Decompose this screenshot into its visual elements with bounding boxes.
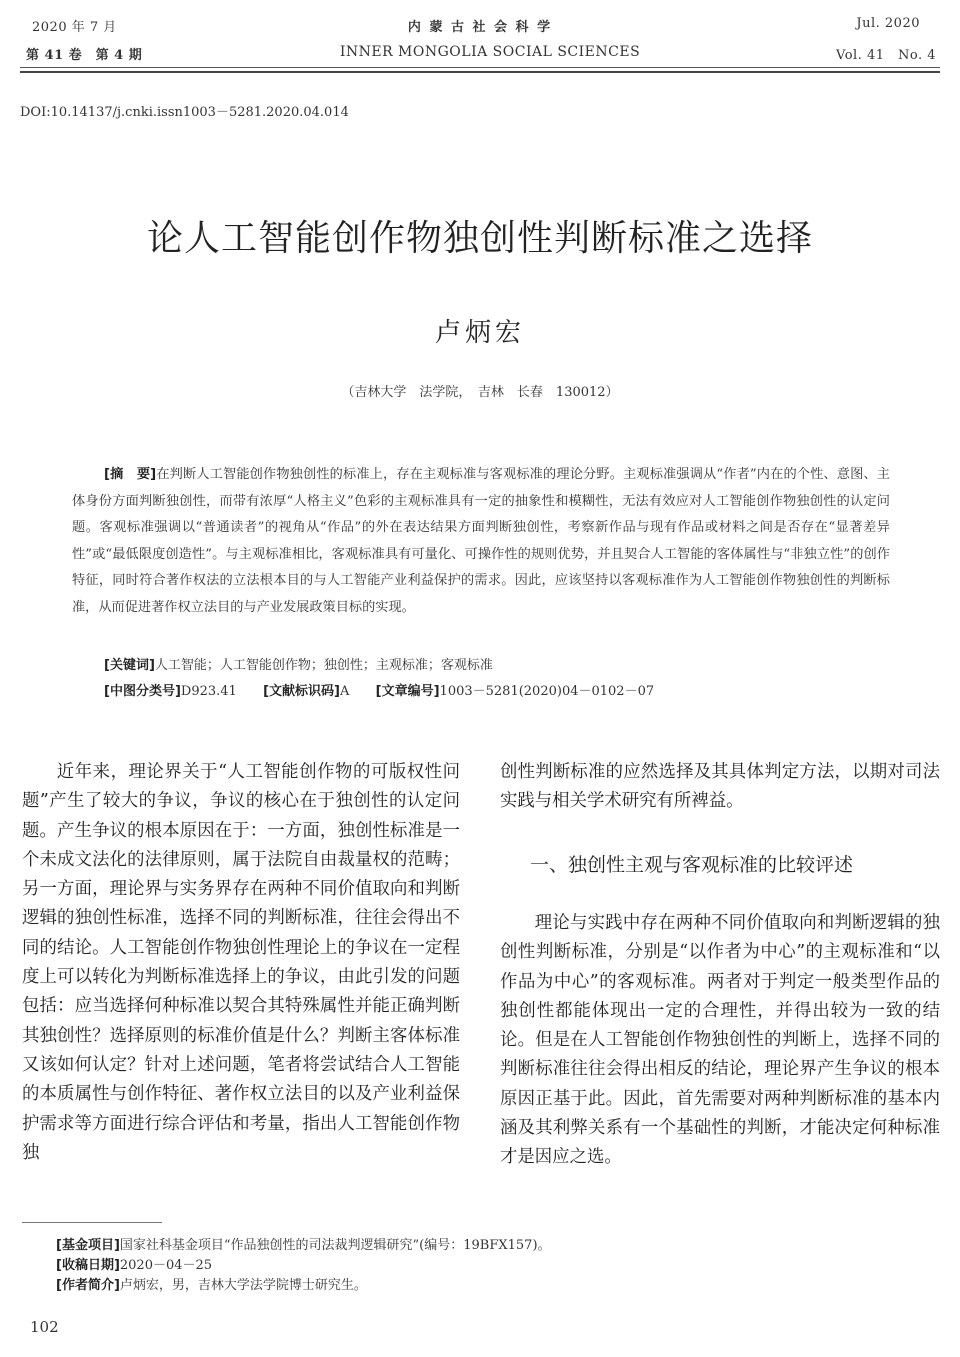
fund-text: 国家社科基金项目“作品独创性的司法裁判逻辑研究”(编号：19BFX157)。 [119, 1238, 551, 1253]
footnote-received [56, 1256, 916, 1276]
received-text: 2020－04－25 [119, 1258, 213, 1273]
intro-continuation: 创性判断标准的应然选择及其具体判定方法，以期对司法实践与相关学术研究有所裨益。 [500, 762, 940, 812]
received-label: [收稿日期] [56, 1258, 120, 1273]
classification-line [104, 680, 904, 699]
left-column [22, 758, 460, 1168]
keywords-text: 人工智能；人工智能创作物；独创性；主观标准；客观标准 [154, 658, 493, 673]
article-author: 卢炳宏 [434, 318, 525, 348]
keywords-label: [关键词] [104, 658, 155, 673]
header-volume-en: Vol. 41 No. 4 [836, 48, 936, 63]
right-column-continuation [500, 758, 940, 817]
header-volume-cn: 第 41 卷 第 4 期 [26, 48, 143, 63]
clc-value: D923.41 [180, 684, 237, 699]
right-column-section [500, 909, 940, 1173]
footnote-rule [22, 1222, 162, 1223]
author-affiliation: （吉林大学 法学院， 吉林 长春 130012） [341, 385, 619, 400]
article-number-label: [文章编号] [375, 684, 440, 699]
header-date-en: Jul. 2020 [856, 16, 920, 31]
header-rule-bottom [20, 71, 940, 73]
abstract-label: [摘 要] [104, 467, 157, 482]
header-journal-en: INNER MONGOLIA SOCIAL SCIENCES [339, 44, 641, 60]
page-number: 102 [30, 1318, 59, 1336]
footnote-author [56, 1276, 916, 1296]
article-number-value: 1003－5281(2020)04－0102－07 [439, 684, 655, 699]
keywords [104, 654, 904, 673]
section-1-paragraph: 理论与实践中存在两种不同价值取向和判断逻辑的独创性判断标准，分别是“以作者为中心”的主观标准和“以作品为中心”的客观标准。两者对于判定一般类型作品的独创性都能体现出一定的合理性，并得出较为一致的结论。但是在人工智能创作物独创性的判断上，选择不同的判断标准往往会得出相反的结论，理论界产生争议的根本原因正基于此。因此，首先需要对两种判断标准的基本内涵及其利弊关系有一个基础性的判断，才能决定何种标准才是因应之选。 [500, 913, 940, 1168]
header-rule-top [20, 67, 940, 68]
intro-paragraph: 近年来，理论界关于“人工智能创作物的可版权性问题”产生了较大的争议，争议的核心在于独创性的认定问题。产生争议的根本原因在于：一方面，独创性标准是一个未成文法化的法律原则，属于法院自由裁量权的范畴；另一方面，理论界与实务界存在两种不同价值取向和判断逻辑的独创性标准，选择不同的判断标准，往往会得出不同的结论。人工智能创作物独创性理论上的争议在一定程度上可以转化为判断标准选择上的争议，由此引发的问题包括：应当选择何种标准以契合其特殊属性并能正确判断其独创性？选择原则的标准价值是什么？判断主客体标准又该如何认定？针对上述问题，笔者将尝试结合人工智能的本质属性与创作特征、著作权立法目的以及产业利益保护需求等方面进行综合评估和考量，指出人工智能创作物独 [22, 762, 460, 1163]
author-bio-text: 卢炳宏，男，吉林大学法学院博士研究生。 [119, 1278, 367, 1293]
clc-label: [中图分类号] [104, 684, 181, 699]
header-date-cn: 2020 年 7 月 [32, 20, 117, 35]
doc-code-value: A [339, 684, 350, 699]
article-title: 论人工智能创作物独创性判断标准之选择 [146, 218, 813, 259]
footnote-fund [56, 1236, 916, 1256]
fund-label: [基金项目] [56, 1238, 120, 1253]
doi: DOI:10.14137/j.cnki.issn1003－5281.2020.04.014 [20, 105, 349, 120]
header-journal-cn: 内 蒙 古 社 会 科 学 [407, 20, 553, 35]
abstract [72, 462, 890, 621]
doc-code-label: [文献标识码] [263, 684, 340, 699]
section-heading-1: 一、独创性主观与客观标准的比较评述 [530, 854, 854, 876]
author-bio-label: [作者简介] [56, 1278, 120, 1293]
abstract-text: 在判断人工智能创作物独创性的标准上，存在主观标准与客观标准的理论分野。主观标准强调从“作者”内在的个性、意图、主体身份方面判断独创性，而带有浓厚“人格主义”色彩的主观标准具有一定的抽象性和模糊性，无法有效应对人工智能创作物独创性的认定问题。客观标准强调以“普通读者”的视角从“作品”的外在表达结果方面判断独创性，考察新作品与现有作品或材料之间是否存在“显著差异性”或“最低限度创造性”。与主观标准相比，客观标准具有可量化、可操作性的规则优势，并且契合人工智能的客体属性与“非独立性”的创作特征，同时符合著作权法的立法根本目的与人工智能产业利益保护的需求。因此，应该坚持以客观标准作为人工智能创作物独创性的判断标准，从而促进著作权立法目的与产业发展政策目标的实现。 [72, 467, 890, 615]
